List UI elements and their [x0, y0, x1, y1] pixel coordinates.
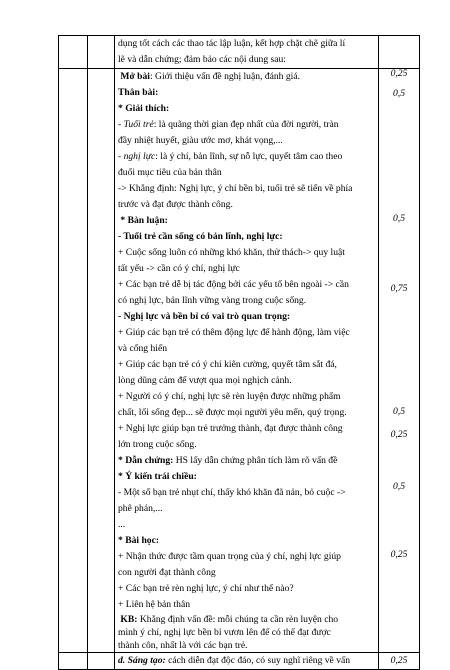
- score-value: 0,75: [390, 283, 408, 294]
- table-cell: [59, 653, 88, 670]
- text-line: + Người có ý chí, nghị lực sẽ rèn luyện được những phẩm: [118, 391, 341, 402]
- bai-hoc-heading: * Bài học:: [118, 535, 160, 546]
- y-kien-heading: * Ý kiến trái chiều:: [118, 471, 197, 482]
- text-line: + Liên hệ bản thân: [118, 599, 191, 610]
- giai-thich-heading: * Giải thích:: [118, 103, 170, 114]
- text-line: đuổi mục tiêu của bản thân: [118, 167, 222, 178]
- score-value: 0,5: [393, 88, 405, 99]
- score-value: 0,25: [390, 655, 408, 666]
- text-line: chất, lối sống đẹp... sẽ được mọi người yêu mến, quý trọng.: [118, 407, 347, 418]
- scoring-table: [58, 35, 420, 670]
- text-line: + Cuộc sống luôn có những khó khăn, thử thách-> quy luật: [118, 247, 345, 258]
- text-line: lớn trong cuộc sống.: [118, 439, 197, 450]
- table-cell: [59, 36, 88, 69]
- ban-luan-label: * Bàn luận:: [120, 215, 168, 226]
- dan-chung-label: * Dẫn chứng:: [118, 455, 174, 466]
- text-line: - Một số bạn trẻ nhụt chí, thấy khó khăn đã nản, bỏ cuộc ->: [118, 487, 346, 498]
- score-value: 0,5: [393, 481, 405, 492]
- text-line: và cống hiến: [118, 343, 168, 354]
- text: cách diễn đạt độc đáo, có suy nghĩ riêng về vấn: [165, 655, 351, 666]
- text-line: trước và đạt được thành công.: [118, 199, 233, 210]
- text-line: ...: [118, 519, 126, 530]
- score-value: 0,25: [390, 68, 408, 79]
- mo-bai-label: Mở bài: [120, 71, 150, 82]
- than-bai-heading: Thân bài:: [118, 87, 159, 98]
- text-line: phê phán,...: [118, 503, 163, 514]
- mo-bai-line: [118, 69, 376, 85]
- text: HS lấy dẫn chứng phân tích làm rõ vấn đề: [173, 455, 338, 466]
- text-line: có nghị lực, bản lĩnh vững vàng trong cuộc sống.: [118, 295, 307, 306]
- score-value: 0,25: [390, 429, 408, 440]
- subheading: - Tuổi trẻ cần sống có bản lĩnh, nghị lực:: [118, 231, 283, 242]
- text-line: -> Khẳng định: Nghị lực, ý chí bền bỉ, tuổi trẻ sẽ tiến về phía: [118, 183, 353, 194]
- text-line: [118, 117, 376, 133]
- score-value: 0,25: [390, 549, 408, 560]
- text-line: con người đạt thành công: [118, 567, 216, 578]
- table-cell: [379, 36, 420, 69]
- text-line: lòng dũng cảm để vượt qua mọi nghịch cảnh.: [118, 375, 292, 386]
- text-line: + Giúp các bạn trẻ có thêm động lực để hành động, làm việc: [118, 327, 350, 338]
- table-cell: [115, 36, 379, 69]
- text: : là quãng thời gian đẹp nhất của đời người, tràn: [153, 119, 339, 130]
- table-cell: [88, 36, 115, 69]
- subheading: - Nghị lực và bền bỉ có vai trò quan trọng:: [118, 311, 291, 322]
- text-line: + Giúp các bạn trẻ có ý chí kiên cường, quyết tâm sắt đá,: [118, 359, 337, 370]
- text: Khẳng định vấn đề: mỗi chúng ta cần rèn luyện cho: [137, 614, 339, 625]
- term-tuoi-tre: - Tuổi trẻ: [118, 119, 154, 130]
- content-cell: [115, 69, 379, 653]
- text-line: thành côn, nhất là với các bạn trẻ.: [118, 640, 248, 651]
- ban-luan-heading: [118, 213, 376, 229]
- text-line: [118, 149, 376, 165]
- table-row: [59, 653, 420, 670]
- mo-bai-text: : Giới thiệu vấn đề nghị luận, đánh giá.: [149, 71, 300, 82]
- text-line: mình ý chí, nghị lực bền bỉ vươn lên để có thể đạt được: [118, 627, 331, 638]
- sang-tao-label: d. Sáng tạo:: [118, 655, 166, 666]
- term-nghi-luc: - nghị lực: [118, 151, 156, 162]
- text-line: [118, 453, 376, 469]
- table-row: [59, 69, 420, 653]
- text-line: + Nhận thức được tầm quan trọng của ý chí, nghị lực giúp: [118, 551, 341, 562]
- text-line: [118, 653, 376, 669]
- score-cell: [379, 653, 420, 670]
- text-line: + Các bạn trẻ rèn nghị lực, ý chí như thế nào?: [118, 583, 294, 594]
- table-cell: [59, 69, 88, 653]
- score-value: 0,5: [393, 213, 405, 224]
- score-cell: [379, 69, 420, 653]
- text-line: + Nghị lực giúp bạn trẻ trưởng thành, đạt được thành công: [118, 423, 343, 434]
- text-line: dụng tốt cách các thao tác lập luận, kết hợp chặt chẽ giữa lí: [118, 38, 346, 49]
- text-line: lẽ và dẫn chứng; đảm bảo các nội dung sau:: [118, 54, 286, 65]
- text-line: [118, 613, 376, 626]
- text-line: tất yếu -> cần có ý chí, nghị lực: [118, 263, 240, 274]
- table-row: [59, 36, 420, 69]
- table-cell: [88, 653, 115, 670]
- kb-label: KB:: [120, 614, 138, 625]
- score-value: 0,5: [393, 406, 405, 417]
- text: : là ý chí, bản lĩnh, sự nỗ lực, quyết tâm cao theo: [155, 151, 343, 162]
- text-line: + Các bạn trẻ dễ bị tác động bởi các yếu tố bên ngoài -> cần: [118, 279, 349, 290]
- text-line: đầy nhiệt huyết, giàu ước mơ, khát vọng,...: [118, 135, 283, 146]
- table-cell: [115, 653, 379, 670]
- table-cell: [88, 69, 115, 653]
